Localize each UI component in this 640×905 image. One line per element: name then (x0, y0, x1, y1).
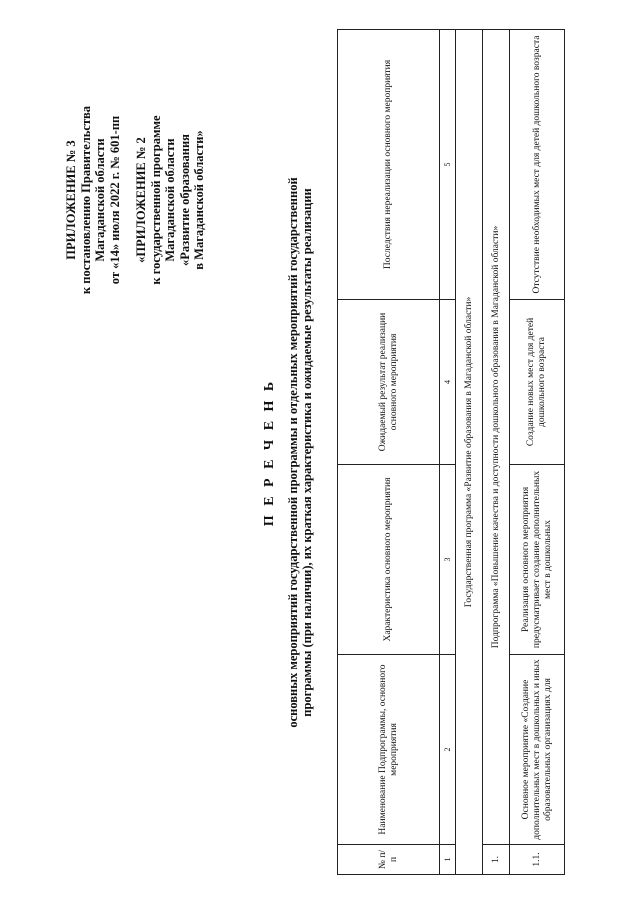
row-result: Создание новых мест для детей дошкольного возраста (510, 300, 565, 465)
column-number: 5 (440, 30, 456, 300)
appendix-line-2: к постановлению Правительства (78, 105, 93, 295)
title-heading: П Е Р Е Ч Е Н Ь (262, 378, 277, 527)
column-number: 3 (440, 465, 456, 655)
title-line-1: основных мероприятий государственной программы и отдельных мероприятий государственной (286, 177, 300, 728)
header-characteristic: Характеристика основного мероприятия (338, 465, 440, 655)
column-number-row (440, 30, 456, 875)
appendix-block (64, 35, 207, 365)
appendix-line-4: от «14» июля 2022 г. № 601-пп (107, 115, 122, 285)
appendix-line-6: к государственной программе (148, 115, 163, 285)
header-consequence: Последствия нереализации основного мероприятия (338, 30, 440, 300)
appendix-line-8: «Развитие образования (177, 134, 192, 266)
appendix-line-5: «ПРИЛОЖЕНИЕ № 2 (134, 137, 148, 263)
program-title: Государственная программа «Развитие образования в Магаданской области» (456, 30, 483, 875)
title-line-2: программы (при наличии), их краткая характеристика и ожидаемые результаты реализации (300, 188, 314, 717)
row-num: 1.1. (510, 845, 565, 875)
measures-table (337, 29, 565, 875)
row-consequence: Отсутствие необходимых мест для детей дошкольного возраста (510, 30, 565, 300)
header-num: № п/п (338, 845, 440, 875)
subprogram-title: Подпрограмма «Повышение качества и доступности дошкольного образования в Магаданской области» (483, 30, 510, 845)
column-number: 4 (440, 300, 456, 465)
header-row (338, 30, 440, 875)
column-number: 1 (440, 845, 456, 875)
column-number: 2 (440, 655, 456, 845)
row-characteristic: Реализация основного мероприятия предусматривает создание дополнительных мест в дошкольных (510, 465, 565, 655)
document-title (262, 30, 314, 875)
header-name: Наименование Подпрограммы, основного мероприятия (338, 655, 440, 845)
subprogram-num: 1. (483, 845, 510, 875)
table-row (510, 30, 565, 875)
appendix-line-7: Магаданской области (163, 138, 177, 262)
subprogram-row (483, 30, 510, 875)
program-row (456, 30, 483, 875)
appendix-line-3: Магаданской области (93, 138, 107, 262)
appendix-line-1: ПРИЛОЖЕНИЕ № 3 (64, 140, 78, 260)
row-name: Основное мероприятие «Создание дополнительных мест в дошкольных и иных образовательных организациях для (510, 655, 565, 845)
header-result: Ожидаемый результат реализации основного мероприятия (338, 300, 440, 465)
appendix-line-9: в Магаданской области» (192, 130, 206, 270)
